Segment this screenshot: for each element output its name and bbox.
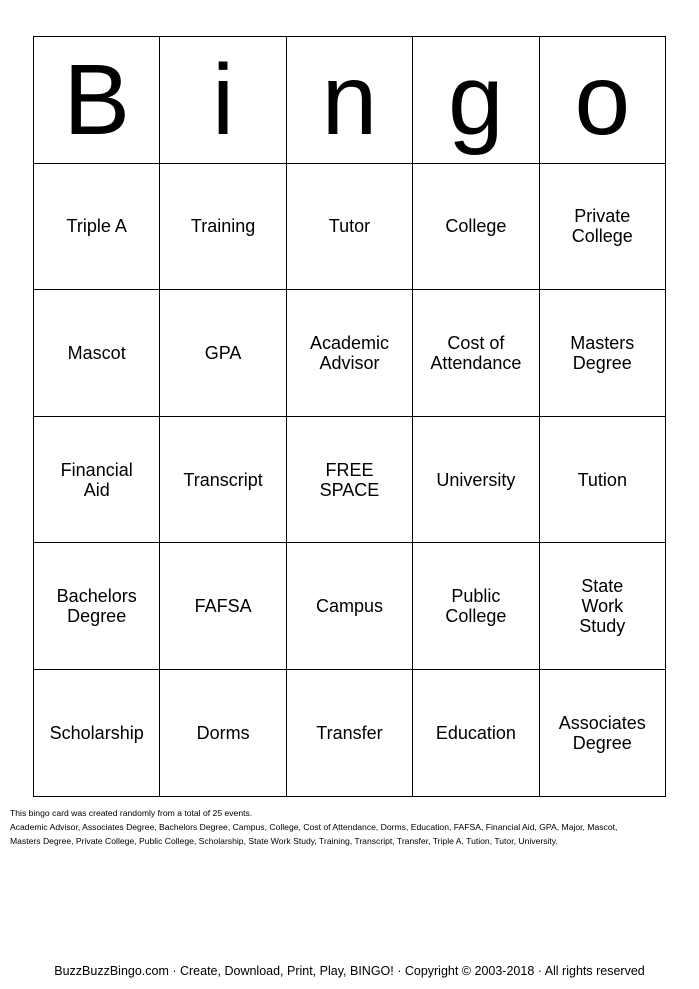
bingo-cell [160,416,286,543]
cell-line: Attendance [430,352,522,373]
cell-line: Masters [570,332,635,353]
bingo-cell [34,290,160,417]
bingo-cell [286,290,412,417]
header-row [34,37,666,164]
notes-intro: This bingo card was created randomly from a total of 25 events. [10,808,253,818]
cell-line: University [436,469,516,490]
cell-line: Academic [309,332,389,353]
cell-line: Private [574,206,631,227]
bingo-cell [34,416,160,543]
bingo-cell [539,416,665,543]
cell-line: Dorms [196,722,250,743]
cell-line: Degree [572,352,632,373]
bingo-card [33,36,666,797]
header-letter-o: o [539,37,665,164]
cell-line: Scholarship [49,722,144,743]
cell-line: Public [451,586,501,607]
card-notes [10,806,692,848]
bingo-cell [539,669,665,796]
notes-events-line-1: Academic Advisor, Associates Degree, Bachelors Degree, Campus, College, Cost of Attendance, Dorms, Education, FAFSA, Financial Aid, GPA, Major, Mascot, [10,822,618,832]
header-letter-n: n [286,37,412,164]
header-letter-i: i [160,37,286,164]
cell-line: Associates [558,712,646,733]
header-letter-b: B [34,37,160,164]
cell-line: Mascot [67,342,126,363]
cell-line: SPACE [319,479,380,500]
cell-line: FREE [325,459,374,480]
cell-line: College [571,226,633,247]
cell-line: Transcript [183,469,263,490]
bingo-cell [160,669,286,796]
cell-line: GPA [204,342,242,363]
cell-line: Study [579,616,626,637]
cell-line: College [445,606,507,627]
notes-events-line-2: Masters Degree, Private College, Public College, Scholarship, State Work Study, Training, Transcript, Transfer, Triple A, Tution, Tutor, University. [10,836,558,846]
card-row [34,669,666,796]
cell-line: Tution [577,469,627,490]
header-letter-g: g [413,37,539,164]
card-row [34,290,666,417]
bingo-cell [413,416,539,543]
bingo-cell [286,543,412,670]
cell-line: State [581,576,624,597]
bingo-cell [413,163,539,290]
bingo-cell [413,290,539,417]
bingo-cell [160,290,286,417]
cell-line: Triple A [66,216,127,237]
cell-line: Transfer [316,722,383,743]
site-footer: BuzzBuzzBingo.com · Create, Download, Print, Play, BINGO! · Copyright © 2003-2018 · All rights reserved [54,964,645,978]
bingo-cell [539,290,665,417]
card-row [34,163,666,290]
cell-line: Cost of [447,332,505,353]
bingo-cell [413,543,539,670]
free-space-cell [286,416,412,543]
cell-line: Bachelors [56,586,137,607]
cell-line: FAFSA [194,596,252,617]
bingo-cell [34,669,160,796]
cell-line: Education [435,722,516,743]
bingo-cell [160,163,286,290]
bingo-cell [34,163,160,290]
cell-line: Financial [60,459,133,480]
card-row [34,543,666,670]
cell-line: Degree [572,732,632,753]
cell-line: Training [190,216,256,237]
cell-line: College [445,216,507,237]
bingo-cell [413,669,539,796]
bingo-cell [34,543,160,670]
card-row [34,416,666,543]
cell-line: Aid [83,479,110,500]
bingo-cell [286,669,412,796]
cell-line: Work [581,596,624,617]
bingo-cell [539,163,665,290]
cell-line: Tutor [328,216,371,237]
bingo-cell [160,543,286,670]
cell-line: Advisor [319,352,380,373]
cell-line: Degree [67,606,127,627]
bingo-cell [539,543,665,670]
bingo-cell [286,163,412,290]
cell-line: Campus [315,596,383,617]
